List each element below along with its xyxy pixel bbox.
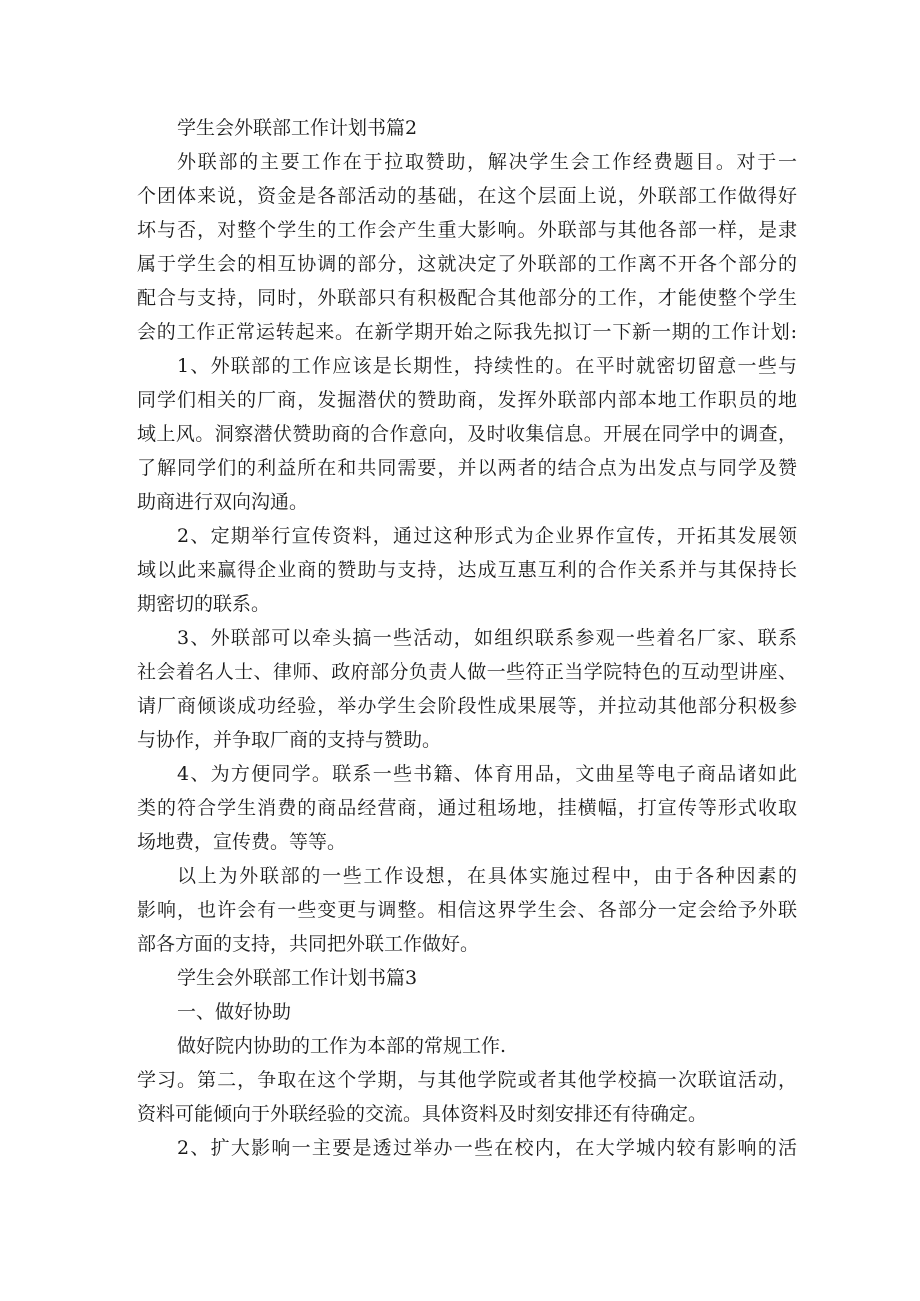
paragraph-line: 3、外联部可以牵头搞一些活动，如组织联系参观一些着名厂家、联系 <box>177 627 797 649</box>
section-heading: 学生会外联部工作计划书篇2 <box>177 117 418 139</box>
paragraph-line: 社会着名人士、律师、政府部分负责人做一些符正当学院特色的互动型讲座、 <box>137 661 797 683</box>
paragraph-line: 2、扩大影响一主要是透过举办一些在校内，在大学城内较有影响的活 <box>177 1137 797 1159</box>
paragraph-line: 域以此来赢得企业商的赞助与支持，达成互惠互利的合作关系并与其保持长 <box>137 559 797 581</box>
paragraph-line: 个团体来说，资金是各部活动的基础，在这个层面上说，外联部工作做得好 <box>137 185 797 207</box>
paragraph-line: 了解同学们的利益所在和共同需要，并以两者的结合点为出发点与同学及赞 <box>137 457 797 479</box>
paragraph-line: 4、为方便同学。联系一些书籍、体育用品，文曲星等电子商品诸如此 <box>177 763 797 785</box>
paragraph-line: 域上风。洞察潜伏赞助商的合作意向，及时收集信息。开展在同学中的调查， <box>137 423 797 445</box>
paragraph-line: 1、外联部的工作应该是长期性，持续性的。在平时就密切留意一些与 <box>177 355 797 377</box>
paragraph-line: 场地费，宣传费。等等。 <box>137 831 347 853</box>
paragraph-line: 类的符合学生消费的商品经营商，通过租场地，挂横幅，打宣传等形式收取 <box>137 797 797 819</box>
paragraph-line: 影响，也许会有一些变更与调整。相信这界学生会、各部分一定会给予外联 <box>137 899 797 921</box>
paragraph-line: 助商进行双向沟通。 <box>137 491 309 513</box>
section-heading: 学生会外联部工作计划书篇3 <box>177 967 418 989</box>
paragraph-line: 与协作，并争取厂商的支持与赞助。 <box>137 729 442 751</box>
paragraph-line: 2、定期举行宣传资料，通过这种形式为企业界作宣传，开拓其发展领 <box>177 525 797 547</box>
paragraph-line: 做好院内协助的工作为本部的常规工作. <box>177 1035 507 1057</box>
paragraph-line: 期密切的联系。 <box>137 593 271 615</box>
subsection-heading: 一、做好协助 <box>177 1001 292 1023</box>
paragraph-line: 同学们相关的厂商，发掘潜伏的赞助商，发挥外联部内部本地工作职员的地 <box>137 389 797 411</box>
paragraph-line: 属于学生会的相互协调的部分，这就决定了外联部的工作离不开各个部分的 <box>137 253 797 275</box>
paragraph-line: 请厂商倾谈成功经验，举办学生会阶段性成果展等，并拉动其他部分积极参 <box>137 695 797 717</box>
paragraph-line: 学习。第二，争取在这个学期，与其他学院或者其他学校搞一次联谊活动， <box>137 1069 797 1091</box>
paragraph-line: 部各方面的支持，共同把外联工作做好。 <box>137 933 480 955</box>
paragraph-line: 外联部的主要工作在于拉取赞助，解决学生会工作经费题目。对于一 <box>177 151 797 173</box>
paragraph-line: 坏与否，对整个学生的工作会产生重大影响。外联部与其他各部一样，是隶 <box>137 219 797 241</box>
paragraph-line: 配合与支持，同时，外联部只有积极配合其他部分的工作，才能使整个学生 <box>137 287 797 309</box>
paragraph-line: 资料可能倾向于外联经验的交流。具体资料及时刻安排还有待确定。 <box>137 1103 708 1125</box>
paragraph-line: 会的工作正常运转起来。在新学期开始之际我先拟订一下新一期的工作计划: <box>137 321 797 343</box>
paragraph-line: 以上为外联部的一些工作设想，在具体实施过程中，由于各种因素的 <box>177 865 797 887</box>
